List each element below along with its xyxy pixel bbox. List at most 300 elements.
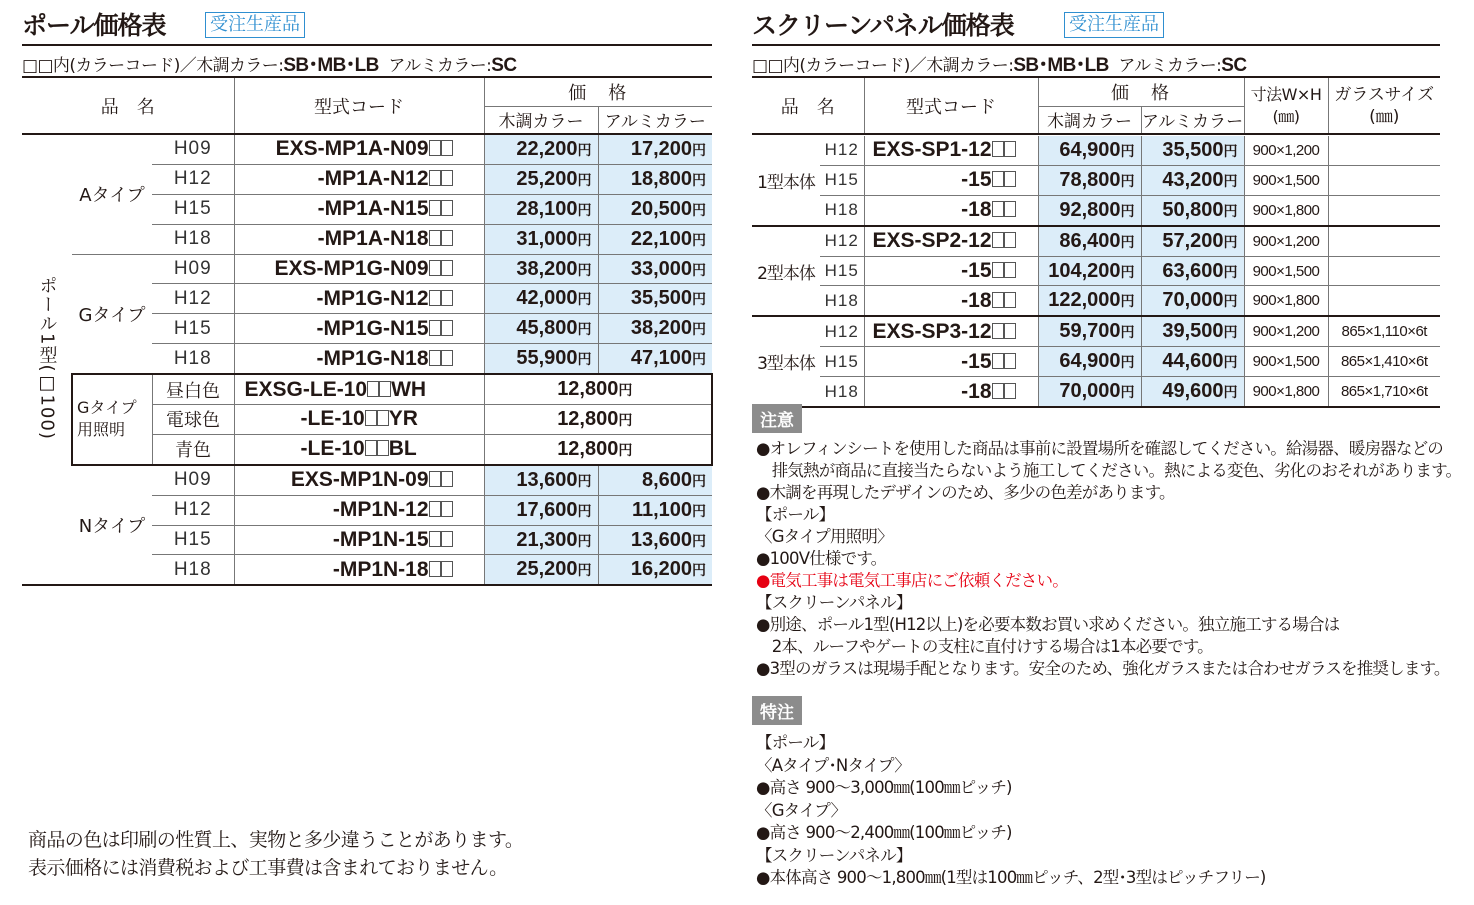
size-cell: H12: [152, 164, 234, 194]
glass-label: ガラスサイズ: [1334, 84, 1435, 105]
size-cell: H12: [152, 495, 234, 525]
alu-price-cell: [598, 344, 712, 374]
yen-unit: 円: [618, 441, 633, 458]
code-cell: [234, 254, 484, 284]
price-value: 13,600: [516, 468, 578, 491]
wood-price-cell: [1038, 165, 1141, 195]
price-value: 17,600: [516, 498, 578, 521]
wood-price-cell: [1038, 136, 1141, 165]
code-cell: [234, 344, 484, 374]
alu-price-cell: [598, 254, 712, 284]
pole-header-name: 品 名: [22, 77, 234, 134]
price-value: 92,800: [1059, 198, 1121, 221]
code-cell: [234, 374, 484, 404]
code-cell: [864, 226, 1038, 256]
color-code-boxes: [429, 260, 453, 276]
light-color-cell: 青色: [152, 434, 234, 464]
code-cell: [234, 194, 484, 224]
yen-unit: 円: [692, 321, 707, 338]
yen-unit: 円: [1223, 384, 1238, 401]
alu-price-cell: [598, 495, 712, 525]
special-line: ●高さ 900〜2,400㎜(100㎜ピッチ): [756, 823, 1012, 842]
code-text: -MP1G-N15: [316, 316, 429, 340]
group-label-n: Nタイプ: [78, 516, 146, 538]
yen-unit: 円: [1223, 293, 1238, 310]
screen-price-table: [752, 76, 1440, 135]
code-cell: [234, 224, 484, 254]
size-cell: H09: [152, 465, 234, 495]
caution-line: 【スクリーンパネル】: [756, 593, 912, 612]
price-value: 59,700: [1059, 320, 1121, 343]
yen-unit: 円: [692, 532, 707, 549]
code-text: -LE-10: [300, 407, 365, 431]
yen-unit: 円: [1223, 324, 1238, 341]
yen-unit: 円: [577, 351, 592, 368]
size-cell: H18: [152, 344, 234, 374]
light-price-cell: [484, 434, 712, 464]
screen-title-rule: [752, 44, 1440, 46]
wood-price-cell: [1038, 226, 1141, 256]
price-value: 39,500: [1162, 320, 1224, 343]
color-code-boxes: [992, 141, 1016, 157]
color-code-boxes: [992, 201, 1016, 217]
code-cell: [234, 465, 484, 495]
color-code-boxes: [429, 531, 453, 547]
alu-price-cell: [598, 525, 712, 555]
screen-legend-alu-code: SC: [1221, 55, 1247, 76]
code-text: -MP1N-15: [332, 528, 429, 552]
caution-line: 2本、ルーフやゲートの支柱に直付けする場合は1本必要です。: [756, 637, 1213, 656]
code-cell: [864, 136, 1038, 165]
group-label-g: Gタイプ: [72, 254, 152, 374]
caution-line: ●別途、ポール1型(H12以上)を必要本数お買い求めください。独立施工する場合は: [756, 615, 1340, 634]
yen-unit: 円: [577, 231, 592, 248]
yen-unit: 円: [692, 291, 707, 308]
price-value: 45,800: [516, 317, 578, 340]
code-text: -MP1A-N12: [317, 167, 429, 191]
code-cell: [234, 405, 484, 435]
size-cell: H15: [820, 256, 864, 286]
screen-header-alu: アルミカラー: [1141, 106, 1244, 134]
size-cell: H12: [152, 284, 234, 314]
yen-unit: 円: [1120, 233, 1135, 250]
wood-price-cell: [484, 495, 598, 525]
alu-price-cell: [598, 194, 712, 224]
yen-unit: 円: [1120, 324, 1135, 341]
wood-price-cell: [484, 284, 598, 314]
price-value: 50,800: [1162, 198, 1224, 221]
code-text: EXS-SP1-12: [872, 138, 992, 162]
size-cell: H18: [820, 286, 864, 316]
wood-price-cell: [484, 164, 598, 194]
size-cell: H12: [820, 226, 864, 256]
price-value: 70,000: [1162, 289, 1224, 312]
alu-price-cell: [598, 134, 712, 164]
color-code-boxes: [429, 170, 453, 186]
pole-header-wood: 木調カラー: [484, 106, 598, 134]
dimension-cell: 900×1,500: [1244, 256, 1328, 286]
price-value: 122,000: [1048, 289, 1121, 312]
table-row: [752, 136, 1440, 165]
special-line: 〈Aタイプ･Nタイプ〉: [756, 755, 910, 775]
code-text: -18: [961, 198, 992, 222]
price-value: 44,600: [1162, 350, 1224, 373]
color-code-boxes: [429, 230, 453, 246]
dimension-cell: 900×1,800: [1244, 377, 1328, 407]
code-text: EXS-MP1N-09: [290, 468, 429, 492]
code-text: -LE-10: [300, 437, 365, 461]
alu-price-cell: [598, 555, 712, 585]
table-row: [752, 256, 1440, 286]
alu-price-cell: [1141, 256, 1244, 286]
special-order-notes: [756, 732, 1266, 890]
yen-unit: 円: [1120, 263, 1135, 280]
dim-unit: (㎜): [1272, 106, 1300, 126]
special-line: 〈Gタイプ〉: [756, 800, 847, 820]
caution-line: ●3型のガラスは現場手配となります。安全のため、強化ガラスまたは合わせガラスを推奨します。: [756, 659, 1450, 678]
group-label-a: Aタイプ: [79, 185, 145, 207]
yen-unit: 円: [1120, 142, 1135, 159]
light-color-cell: 電球色: [152, 405, 234, 435]
caution-line: ●オレフィンシートを使用した商品は事前に設置場所を確認してください。給湯器、暖房器などの: [756, 439, 1443, 458]
glass-size-cell: 865×1,710×6t: [1340, 383, 1428, 401]
price-value: 28,100: [516, 197, 578, 220]
yen-unit: 円: [692, 171, 707, 188]
caution-line: 〈Gタイプ用照明〉: [756, 527, 893, 546]
color-code-boxes: [429, 350, 453, 366]
pole-price-table: [22, 76, 713, 586]
yen-unit: 円: [692, 502, 707, 519]
screen-group-label: 3型本体: [757, 354, 815, 375]
yen-unit: 円: [577, 291, 592, 308]
code-cell: [864, 256, 1038, 286]
alu-price-cell: [598, 224, 712, 254]
size-cell: H09: [152, 134, 234, 164]
yen-unit: 円: [577, 562, 592, 579]
code-text: EXS-SP2-12: [872, 229, 992, 253]
yen-unit: 円: [1120, 172, 1135, 189]
table-row: [752, 165, 1440, 195]
code-suffix: BL: [388, 437, 417, 461]
alu-price-cell: [1141, 347, 1244, 377]
screen-legend-alu-label: アルミカラー:: [1118, 56, 1222, 76]
price-value: 86,400: [1059, 229, 1121, 252]
light-price-cell: [484, 374, 712, 404]
size-cell: H15: [152, 314, 234, 344]
size-cell: H15: [820, 165, 864, 195]
special-order-heading: 特注: [752, 696, 802, 725]
alu-price-cell: [1141, 377, 1244, 407]
wood-price-cell: [1038, 377, 1141, 407]
size-cell: H09: [152, 254, 234, 284]
pole-header-price: 価 格: [484, 77, 712, 106]
color-code-boxes: [429, 561, 453, 577]
code-cell: [234, 284, 484, 314]
yen-unit: 円: [1120, 384, 1135, 401]
wood-price-cell: [484, 224, 598, 254]
wood-price-cell: [484, 555, 598, 585]
code-text: -MP1G-N18: [316, 346, 429, 370]
dimension-cell: 900×1,500: [1244, 347, 1328, 377]
code-suffix: WH: [391, 377, 427, 401]
color-code-boxes: [429, 320, 453, 336]
wood-price-cell: [484, 344, 598, 374]
caution-line: 排気熱が商品に直接当たらないよう施工してください。熱による変色、劣化のおそれがあります。: [756, 461, 1462, 480]
price-value: 11,100: [631, 498, 693, 521]
wood-price-cell: [484, 134, 598, 164]
code-cell: [864, 377, 1038, 407]
pole-color-legend: [22, 50, 516, 77]
yen-unit: 円: [1120, 354, 1135, 371]
size-cell: H18: [824, 381, 859, 401]
price-value: 38,200: [516, 257, 578, 280]
table-row: [752, 316, 1440, 346]
screen-header-glass: [1328, 77, 1440, 134]
yen-unit: 円: [692, 141, 707, 158]
size-cell: H15: [820, 347, 864, 377]
code-cell: [864, 165, 1038, 195]
code-cell: [234, 495, 484, 525]
price-value: 70,000: [1059, 380, 1121, 403]
wood-price-cell: [1038, 286, 1141, 316]
screen-title: スクリーンパネル価格表: [752, 11, 1014, 40]
glass-size-cell: [1328, 136, 1440, 165]
yen-unit: 円: [618, 382, 633, 399]
alu-price-cell: [598, 164, 712, 194]
color-code-boxes: [429, 290, 453, 306]
wood-price-cell: [1038, 195, 1141, 225]
screen-price-table-body: [752, 136, 1440, 408]
code-text: -MP1A-N18: [317, 227, 429, 251]
table-row: [22, 254, 712, 284]
screen-group-label: 2型本体: [752, 226, 820, 317]
special-line: ●本体高さ 900〜1,800㎜(1型は100㎜ピッチ、2型･3型はピッチフリー): [756, 868, 1266, 887]
yen-unit: 円: [1223, 172, 1238, 189]
wood-price-cell: [1038, 316, 1141, 346]
yen-unit: 円: [1223, 233, 1238, 250]
yen-unit: 円: [577, 261, 592, 278]
yen-unit: 円: [577, 321, 592, 338]
pole-title-rule: [22, 44, 712, 46]
price-value: 35,500: [1162, 138, 1224, 161]
special-line: 【スクリーンパネル】: [756, 845, 912, 865]
code-text: -18: [961, 379, 992, 403]
yen-unit: 円: [577, 472, 592, 489]
wood-price-cell: [484, 254, 598, 284]
screen-header-dim: [1244, 77, 1328, 134]
price-value: 33,000: [630, 257, 693, 280]
dimension-cell: 900×1,200: [1244, 136, 1328, 165]
size-cell: H15: [152, 194, 234, 224]
alu-price-cell: [1141, 195, 1244, 225]
code-text: -MP1A-N15: [317, 197, 429, 221]
price-value: 55,900: [516, 347, 578, 370]
price-value: 18,800: [630, 167, 693, 190]
code-cell: [234, 134, 484, 164]
yen-unit: 円: [1223, 263, 1238, 280]
wood-price-cell: [484, 194, 598, 224]
color-code-boxes: [429, 471, 453, 487]
yen-unit: 円: [577, 171, 592, 188]
wood-price-cell: [484, 465, 598, 495]
pole-title: ポール価格表: [22, 11, 166, 40]
price-value: 22,100: [630, 227, 693, 250]
yen-unit: 円: [577, 502, 592, 519]
color-code-boxes: [992, 292, 1016, 308]
special-line: ●高さ 900〜3,000㎜(100㎜ピッチ): [756, 778, 1012, 797]
code-text: EXSG-LE-10: [244, 377, 368, 401]
price-value: 42,000: [516, 287, 578, 310]
color-code-boxes: [992, 353, 1016, 369]
screen-color-legend: [752, 50, 1246, 77]
table-row: [752, 286, 1440, 316]
pole-side-label: ポール1型(□100): [36, 275, 58, 440]
alu-price-cell: [1141, 165, 1244, 195]
price-value: 104,200: [1048, 259, 1121, 282]
price-value: 13,600: [630, 528, 693, 551]
code-cell: [864, 347, 1038, 377]
yen-unit: 円: [1120, 202, 1135, 219]
code-text: EXS-SP3-12: [872, 319, 992, 343]
yen-unit: 円: [692, 472, 707, 489]
price-value: 17,200: [630, 137, 693, 160]
dim-label: 寸法W×H: [1250, 84, 1322, 104]
pole-header-alu: アルミカラー: [598, 106, 712, 134]
glass-size-cell: [1328, 286, 1440, 316]
color-code-boxes: [992, 383, 1016, 399]
pole-header-code: 型式コード: [234, 77, 484, 134]
code-cell: [234, 555, 484, 585]
yen-unit: 円: [692, 261, 707, 278]
price-value: 64,900: [1059, 350, 1121, 373]
screen-header-name: 品 名: [752, 77, 864, 134]
color-code-boxes: [992, 323, 1016, 339]
wood-price-cell: [1038, 347, 1141, 377]
code-cell: [864, 316, 1038, 346]
color-code-boxes: [992, 262, 1016, 278]
wood-price-cell: [484, 314, 598, 344]
pole-made-to-order-badge: 受注生産品: [205, 12, 305, 38]
price-value: 43,200: [1162, 168, 1224, 191]
color-code-boxes: [365, 440, 389, 456]
size-cell: H15: [152, 525, 234, 555]
dimension-cell: 900×1,800: [1244, 195, 1328, 225]
yen-unit: 円: [692, 201, 707, 218]
yen-unit: 円: [692, 562, 707, 579]
yen-unit: 円: [618, 411, 633, 428]
dimension-cell: 900×1,200: [1244, 226, 1328, 256]
price-value: 64,900: [1059, 138, 1121, 161]
price-value: 25,200: [516, 167, 578, 190]
code-cell: [234, 525, 484, 555]
price-value: 12,800: [557, 407, 619, 430]
screen-header-price: 価 格: [1038, 77, 1244, 106]
table-row: [22, 374, 712, 404]
price-value: 31,000: [516, 227, 578, 250]
code-text: -MP1N-18: [332, 557, 429, 581]
screen-legend-prefix: □□内(カラーコード)／木調カラー:: [752, 56, 1014, 76]
code-text: -15: [961, 168, 992, 192]
color-code-boxes: [992, 232, 1016, 248]
size-cell: H12: [820, 136, 864, 165]
alu-price-cell: [598, 284, 712, 314]
yen-unit: 円: [1223, 354, 1238, 371]
caution-heading: 注意: [752, 404, 802, 433]
screen-header-wood: 木調カラー: [1038, 106, 1141, 134]
alu-price-cell: [1141, 286, 1244, 316]
price-value: 25,200: [516, 558, 578, 581]
yen-unit: 円: [1120, 293, 1135, 310]
alu-price-cell: [1141, 316, 1244, 346]
price-value: 12,800: [557, 378, 619, 401]
price-value: 47,100: [630, 347, 693, 370]
alu-price-cell: [1141, 136, 1244, 165]
color-code-boxes: [367, 381, 391, 397]
caution-notes: [756, 438, 1461, 680]
size-cell: H18: [152, 224, 234, 254]
wood-price-cell: [484, 525, 598, 555]
special-line: 【ポール】: [756, 733, 835, 752]
table-row: [752, 226, 1440, 256]
yen-unit: 円: [577, 201, 592, 218]
color-code-boxes: [429, 501, 453, 517]
color-code-boxes: [992, 171, 1016, 187]
price-value: 16,200: [630, 558, 693, 581]
code-text: EXS-MP1A-N09: [275, 137, 429, 161]
price-value: 38,200: [630, 317, 693, 340]
color-code-boxes: [429, 200, 453, 216]
code-text: -18: [961, 288, 992, 312]
pole-side-label-cell: [22, 134, 72, 585]
group-label-light: Gタイプ用照明: [72, 374, 152, 465]
yen-unit: 円: [1223, 202, 1238, 219]
glass-unit: (㎜): [1369, 106, 1400, 127]
alu-price-cell: [598, 314, 712, 344]
size-cell: H12: [820, 316, 864, 346]
price-value: 20,500: [630, 197, 693, 220]
table-row: [752, 377, 1440, 407]
glass-size-cell: [1328, 256, 1440, 286]
glass-size-cell: [1328, 165, 1440, 195]
caution-line: ●木調を再現したデザインのため、多少の色差があります。: [756, 483, 1175, 502]
yen-unit: 円: [1223, 142, 1238, 159]
yen-unit: 円: [577, 532, 592, 549]
price-value: 12,800: [557, 437, 619, 460]
caution-line: 【ポール】: [756, 505, 835, 524]
pole-legend-prefix: □□内(カラーコード)／木調カラー:: [22, 56, 284, 76]
dimension-cell: 900×1,200: [1244, 316, 1328, 346]
pole-legend-wood-codes: SB･MB･LB: [283, 55, 379, 76]
color-code-boxes: [365, 410, 389, 426]
light-price-cell: [484, 405, 712, 435]
price-value: 49,600: [1162, 380, 1224, 403]
price-value: 78,800: [1059, 168, 1121, 191]
size-cell: H18: [173, 558, 212, 580]
code-text: -15: [961, 349, 992, 373]
table-row: [22, 465, 712, 495]
color-code-boxes: [429, 140, 453, 156]
price-value: 8,600: [641, 468, 693, 491]
table-row: [752, 347, 1440, 377]
code-cell: [234, 164, 484, 194]
pole-legend-alu-label: アルミカラー:: [388, 56, 492, 76]
dimension-cell: 900×1,500: [1244, 165, 1328, 195]
price-value: 35,500: [630, 287, 693, 310]
wood-price-cell: [1038, 256, 1141, 286]
caution-line: ●100V仕様です。: [756, 549, 887, 568]
code-cell: [234, 434, 484, 464]
footer-note-tax: 表示価格には消費税および工事費は含まれておりません。: [28, 857, 508, 879]
